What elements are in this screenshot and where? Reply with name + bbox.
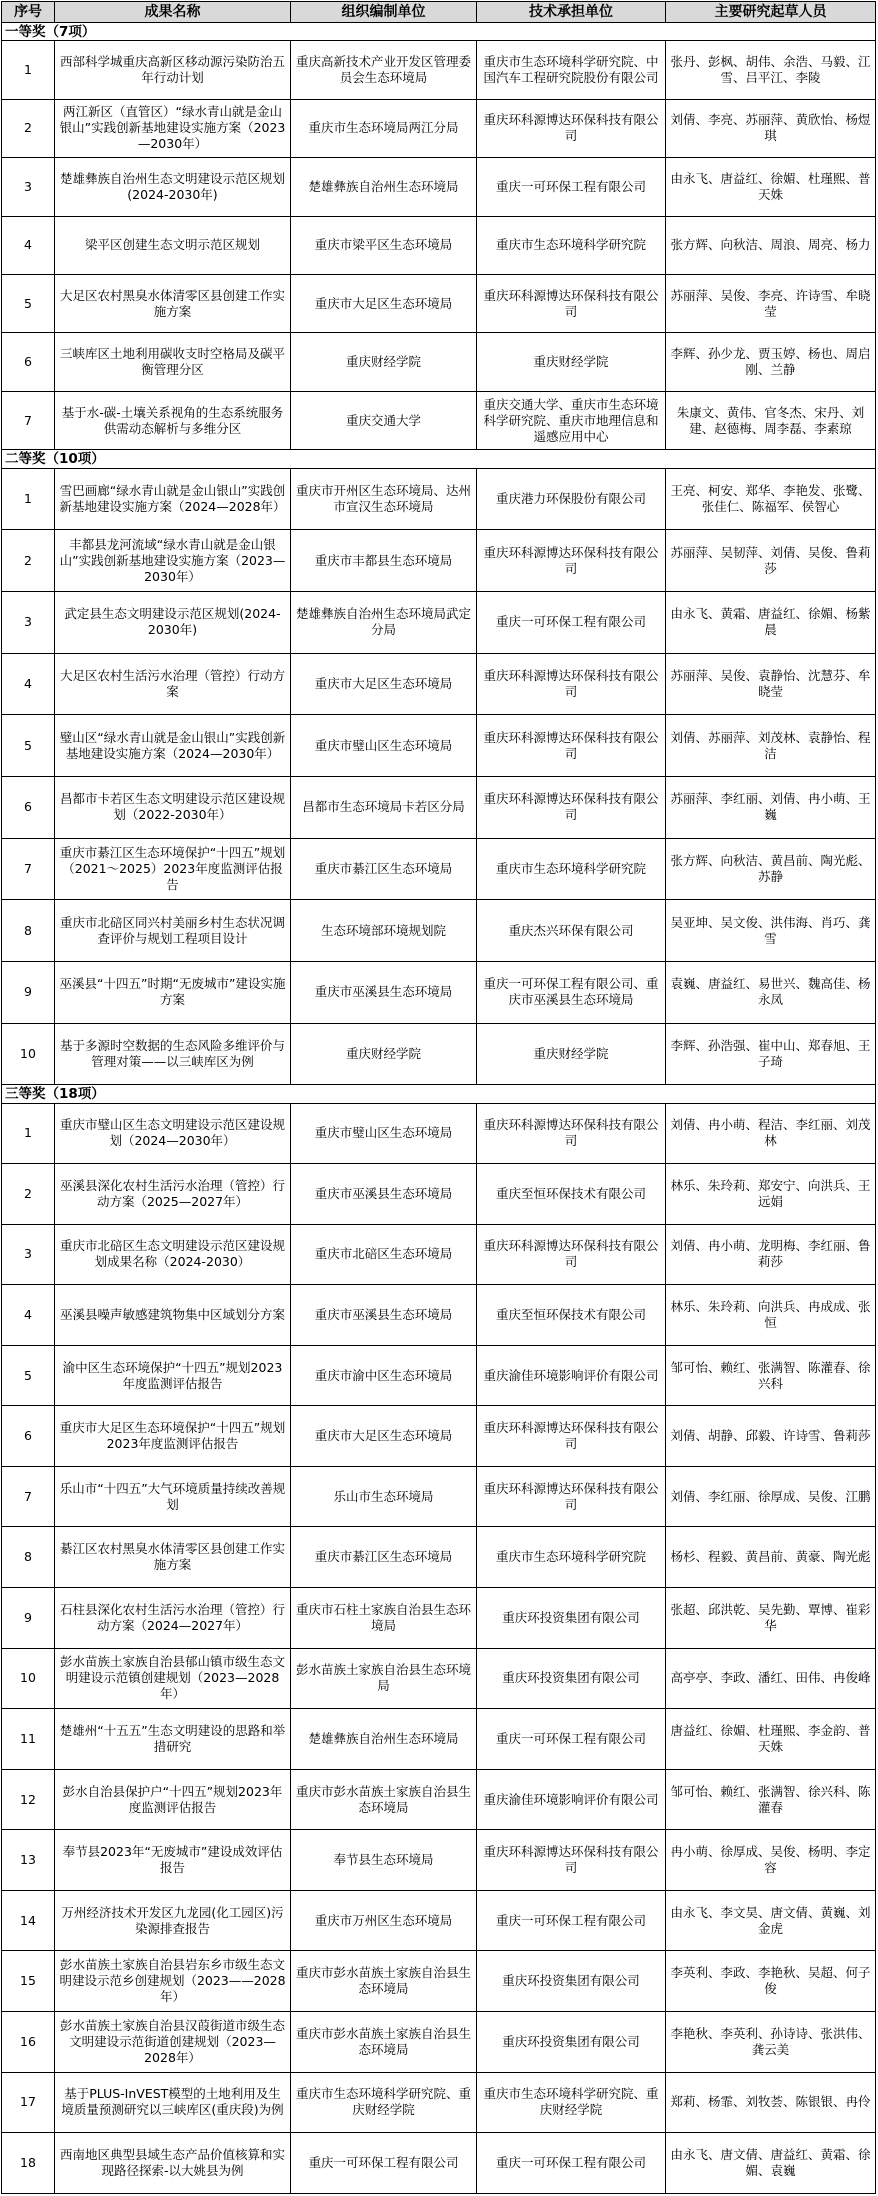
row-tech: 重庆一可环保工程有限公司 bbox=[477, 1890, 666, 1951]
row-org: 重庆市璧山区生态环境局 bbox=[291, 1103, 477, 1164]
table-row bbox=[2, 1164, 876, 1225]
section-header bbox=[2, 450, 876, 468]
row-name: 綦江区农村黑臭水体清零区县创建工作实施方案 bbox=[55, 1527, 291, 1588]
row-index: 16 bbox=[2, 2011, 55, 2072]
row-org: 奉节县生态环境局 bbox=[291, 1830, 477, 1891]
row-authors: 张丹、彭枫、胡伟、余浩、马毅、江雪、吕平江、李陵 bbox=[666, 41, 876, 99]
row-org: 楚雄彝族自治州生态环境局 bbox=[291, 158, 477, 216]
row-tech: 重庆一可环保工程有限公司 bbox=[477, 158, 666, 216]
row-org: 重庆市大足区生态环境局 bbox=[291, 653, 477, 715]
row-tech: 重庆环科源博达环保科技有限公司 bbox=[477, 776, 666, 838]
table-row bbox=[2, 391, 876, 449]
row-authors: 刘倩、冉小萌、龙明梅、李红丽、鲁莉莎 bbox=[666, 1224, 876, 1285]
row-org: 重庆市彭水苗族土家族自治县生态环境局 bbox=[291, 2011, 477, 2072]
table-row bbox=[2, 1588, 876, 1649]
header-name: 成果名称 bbox=[55, 2, 291, 23]
row-index: 4 bbox=[2, 653, 55, 715]
header-authors: 主要研究起草人员 bbox=[666, 2, 876, 23]
row-tech: 重庆环科源博达环保科技有限公司 bbox=[477, 1830, 666, 1891]
row-tech: 重庆交通大学、重庆市生态环境科学研究院、重庆市地理信息和遥感应用中心 bbox=[477, 391, 666, 449]
row-tech: 重庆环投资集团有限公司 bbox=[477, 1588, 666, 1649]
row-index: 8 bbox=[2, 900, 55, 962]
row-tech: 重庆环科源博达环保科技有限公司 bbox=[477, 530, 666, 592]
row-org: 重庆市北碚区生态环境局 bbox=[291, 1224, 477, 1285]
row-index: 9 bbox=[2, 961, 55, 1023]
row-name: 重庆市綦江区生态环境保护“十四五”规划（2021～2025）2023年度监测评估报告 bbox=[55, 838, 291, 900]
row-name: 楚雄州“十五五”生态文明建设的思路和举措研究 bbox=[55, 1709, 291, 1770]
row-tech: 重庆市生态环境科学研究院 bbox=[477, 216, 666, 274]
row-authors: 由永飞、唐益红、徐媚、杜瑾熙、普天姝 bbox=[666, 158, 876, 216]
row-index: 17 bbox=[2, 2072, 55, 2133]
row-org: 重庆市梁平区生态环境局 bbox=[291, 216, 477, 274]
section-title: 三等奖（18项） bbox=[2, 1085, 876, 1103]
row-org: 生态环境部环境规划院 bbox=[291, 900, 477, 962]
row-name: 梁平区创建生态文明示范区规划 bbox=[55, 216, 291, 274]
row-authors: 林乐、朱玲莉、郑安宁、向洪兵、王远娟 bbox=[666, 1164, 876, 1225]
row-tech: 重庆渝佳环境影响评价有限公司 bbox=[477, 1345, 666, 1406]
row-org: 重庆市生态环境局两江分局 bbox=[291, 99, 477, 157]
row-tech: 重庆环科源博达环保科技有限公司 bbox=[477, 1224, 666, 1285]
table-row bbox=[2, 530, 876, 592]
table-row bbox=[2, 2133, 876, 2194]
row-org: 重庆市渝中区生态环境局 bbox=[291, 1345, 477, 1406]
row-authors: 由永飞、李文昊、唐文倩、黄巍、刘金虎 bbox=[666, 1890, 876, 1951]
row-index: 6 bbox=[2, 333, 55, 391]
row-index: 5 bbox=[2, 1345, 55, 1406]
row-authors: 郑莉、杨霏、刘牧荟、陈银银、冉伶 bbox=[666, 2072, 876, 2133]
table-row bbox=[2, 1406, 876, 1467]
row-index: 14 bbox=[2, 1890, 55, 1951]
row-authors: 冉小萌、徐厚成、吴俊、杨明、李定容 bbox=[666, 1830, 876, 1891]
row-authors: 朱康文、黄伟、官冬杰、宋丹、刘建、赵德梅、周李磊、李素琼 bbox=[666, 391, 876, 449]
row-org: 重庆市巫溪县生态环境局 bbox=[291, 1285, 477, 1346]
row-index: 1 bbox=[2, 1103, 55, 1164]
row-authors: 刘倩、苏丽萍、刘茂林、袁静怡、程洁 bbox=[666, 715, 876, 777]
row-tech: 重庆财经学院 bbox=[477, 333, 666, 391]
row-name: 璧山区“绿水青山就是金山银山”实践创新基地建设实施方案（2024—2030年） bbox=[55, 715, 291, 777]
row-org: 重庆高新技术产业开发区管理委员会生态环境局 bbox=[291, 41, 477, 99]
row-authors: 张方辉、向秋洁、周浪、周亮、杨力 bbox=[666, 216, 876, 274]
row-tech: 重庆一可环保工程有限公司、重庆市巫溪县生态环境局 bbox=[477, 961, 666, 1023]
row-tech: 重庆市生态环境科学研究院、重庆财经学院 bbox=[477, 2072, 666, 2133]
table-row bbox=[2, 2011, 876, 2072]
row-name: 巫溪县“十四五”时期“无废城市”建设实施方案 bbox=[55, 961, 291, 1023]
row-authors: 邹可怡、赖红、张满智、陈灌春、徐兴科 bbox=[666, 1345, 876, 1406]
row-name: 乐山市“十四五”大气环境质量持续改善规划 bbox=[55, 1466, 291, 1527]
row-org: 重庆市綦江区生态环境局 bbox=[291, 838, 477, 900]
row-authors: 苏丽萍、李红丽、刘倩、冉小萌、王巍 bbox=[666, 776, 876, 838]
row-name: 武定县生态文明建设示范区规划(2024-2030年) bbox=[55, 591, 291, 653]
row-index: 4 bbox=[2, 1285, 55, 1346]
table-row bbox=[2, 961, 876, 1023]
row-tech: 重庆环科源博达环保科技有限公司 bbox=[477, 653, 666, 715]
row-name: 两江新区（直管区）“绿水青山就是金山银山”实践创新基地建设实施方案（2023—2030年） bbox=[55, 99, 291, 157]
row-authors: 王亮、柯安、郑华、李艳发、张鹭、张佳仁、陈福军、侯智心 bbox=[666, 468, 876, 530]
row-tech: 重庆环投资集团有限公司 bbox=[477, 1951, 666, 2012]
row-authors: 张超、邱洪乾、吴先勤、覃博、崔彩华 bbox=[666, 1588, 876, 1649]
awards-table bbox=[1, 1, 876, 2194]
row-org: 重庆市开州区生态环境局、达州市宣汉生态环境局 bbox=[291, 468, 477, 530]
table-row bbox=[2, 1648, 876, 1709]
row-index: 9 bbox=[2, 1588, 55, 1649]
table-row bbox=[2, 1527, 876, 1588]
row-tech: 重庆杰兴环保有限公司 bbox=[477, 900, 666, 962]
row-org: 重庆市巫溪县生态环境局 bbox=[291, 961, 477, 1023]
row-name: 三峡库区土地利用碳收支时空格局及碳平衡管理分区 bbox=[55, 333, 291, 391]
row-authors: 李辉、孙少龙、贾玉婷、杨也、周启刚、兰静 bbox=[666, 333, 876, 391]
row-index: 8 bbox=[2, 1527, 55, 1588]
row-org: 重庆财经学院 bbox=[291, 333, 477, 391]
row-index: 3 bbox=[2, 158, 55, 216]
table-row bbox=[2, 275, 876, 333]
table-row bbox=[2, 838, 876, 900]
row-name: 重庆市北碚区同兴村美丽乡村生态状况调查评价与规划工程项目设计 bbox=[55, 900, 291, 962]
row-index: 10 bbox=[2, 1023, 55, 1085]
row-authors: 苏丽萍、吴俊、袁静怡、沈慧芬、牟晓莹 bbox=[666, 653, 876, 715]
row-org: 重庆市彭水苗族土家族自治县生态环境局 bbox=[291, 1951, 477, 2012]
row-tech: 重庆至恒环保技术有限公司 bbox=[477, 1164, 666, 1225]
header-row bbox=[2, 2, 876, 23]
row-index: 2 bbox=[2, 530, 55, 592]
table-row bbox=[2, 900, 876, 962]
row-authors: 刘倩、李亮、苏丽萍、黄欣怡、杨煜琪 bbox=[666, 99, 876, 157]
table-row bbox=[2, 1023, 876, 1085]
row-authors: 苏丽萍、吴俊、李亮、许诗雪、牟晓莹 bbox=[666, 275, 876, 333]
row-name: 彭水苗族土家族自治县岩东乡市级生态文明建设示范乡创建规划（2023——2028年） bbox=[55, 1951, 291, 2012]
table-body bbox=[2, 23, 876, 2194]
table-row bbox=[2, 41, 876, 99]
row-index: 7 bbox=[2, 838, 55, 900]
row-name: 万州经济技术开发区九龙园(化工园区)污染源排查报告 bbox=[55, 1890, 291, 1951]
header-tech: 技术承担单位 bbox=[477, 2, 666, 23]
row-name: 大足区农村生活污水治理（管控）行动方案 bbox=[55, 653, 291, 715]
table-row bbox=[2, 1103, 876, 1164]
table-row bbox=[2, 715, 876, 777]
row-authors: 李英利、李政、李艳秋、吴超、何子俊 bbox=[666, 1951, 876, 2012]
table-row bbox=[2, 653, 876, 715]
row-tech: 重庆环科源博达环保科技有限公司 bbox=[477, 1466, 666, 1527]
row-name: 重庆市北碚区生态文明建设示范区建设规划成果名称（2024-2030） bbox=[55, 1224, 291, 1285]
row-authors: 唐益红、徐媚、杜瑾熙、李金韵、普天姝 bbox=[666, 1709, 876, 1770]
row-org: 重庆市大足区生态环境局 bbox=[291, 275, 477, 333]
table-row bbox=[2, 1769, 876, 1830]
row-tech: 重庆一可环保工程有限公司 bbox=[477, 1709, 666, 1770]
row-org: 重庆市生态环境科学研究院、重庆财经学院 bbox=[291, 2072, 477, 2133]
row-index: 6 bbox=[2, 776, 55, 838]
row-org: 重庆交通大学 bbox=[291, 391, 477, 449]
row-index: 1 bbox=[2, 41, 55, 99]
table-row bbox=[2, 591, 876, 653]
row-index: 3 bbox=[2, 591, 55, 653]
row-index: 5 bbox=[2, 715, 55, 777]
row-tech: 重庆渝佳环境影响评价有限公司 bbox=[477, 1769, 666, 1830]
table-row bbox=[2, 158, 876, 216]
row-org: 重庆一可环保工程有限公司 bbox=[291, 2133, 477, 2194]
row-authors: 吴亚坤、吴文俊、洪伟海、肖巧、龚雪 bbox=[666, 900, 876, 962]
row-tech: 重庆市生态环境科学研究院、中国汽车工程研究院股份有限公司 bbox=[477, 41, 666, 99]
row-authors: 李辉、孙浩强、崔中山、郑春旭、王子琦 bbox=[666, 1023, 876, 1085]
row-authors: 杨杉、程毅、黄昌前、黄豪、陶光彪 bbox=[666, 1527, 876, 1588]
row-authors: 张方辉、向秋洁、黄昌前、陶光彪、苏静 bbox=[666, 838, 876, 900]
row-authors: 刘倩、冉小萌、程洁、李红丽、刘茂林 bbox=[666, 1103, 876, 1164]
section-title: 二等奖（10项） bbox=[2, 450, 876, 468]
table-row bbox=[2, 99, 876, 157]
table-row bbox=[2, 1345, 876, 1406]
row-authors: 苏丽萍、吴韧萍、刘倩、吴俊、鲁莉莎 bbox=[666, 530, 876, 592]
row-tech: 重庆环科源博达环保科技有限公司 bbox=[477, 99, 666, 157]
header-org: 组织编制单位 bbox=[291, 2, 477, 23]
row-authors: 邹可怡、赖红、张满智、徐兴科、陈灌春 bbox=[666, 1769, 876, 1830]
row-index: 7 bbox=[2, 1466, 55, 1527]
row-index: 10 bbox=[2, 1648, 55, 1709]
row-name: 彭水苗族土家族自治县郁山镇市级生态文明建设示范镇创建规划（2023—2028年） bbox=[55, 1648, 291, 1709]
row-authors: 刘倩、胡静、邱毅、许诗雪、鲁莉莎 bbox=[666, 1406, 876, 1467]
row-name: 基于PLUS-InVEST模型的土地利用及生境质量预测研究以三峡库区(重庆段)为例 bbox=[55, 2072, 291, 2133]
section-header bbox=[2, 23, 876, 41]
row-index: 2 bbox=[2, 1164, 55, 1225]
row-name: 西南地区典型县域生态产品价值核算和实现路径探索-以大姚县为例 bbox=[55, 2133, 291, 2194]
row-index: 5 bbox=[2, 275, 55, 333]
row-tech: 重庆财经学院 bbox=[477, 1023, 666, 1085]
table-row bbox=[2, 1951, 876, 2012]
row-org: 重庆财经学院 bbox=[291, 1023, 477, 1085]
table-row bbox=[2, 1830, 876, 1891]
row-index: 13 bbox=[2, 1830, 55, 1891]
row-name: 重庆市璧山区生态文明建设示范区建设规划（2024—2030年） bbox=[55, 1103, 291, 1164]
row-index: 1 bbox=[2, 468, 55, 530]
section-header bbox=[2, 1085, 876, 1103]
row-org: 重庆市綦江区生态环境局 bbox=[291, 1527, 477, 1588]
table-row bbox=[2, 1285, 876, 1346]
row-tech: 重庆环科源博达环保科技有限公司 bbox=[477, 715, 666, 777]
row-org: 重庆市万州区生态环境局 bbox=[291, 1890, 477, 1951]
row-name: 楚雄彝族自治州生态文明建设示范区规划(2024-2030年) bbox=[55, 158, 291, 216]
row-name: 巫溪县噪声敏感建筑物集中区域划分方案 bbox=[55, 1285, 291, 1346]
table-row bbox=[2, 333, 876, 391]
row-tech: 重庆环科源博达环保科技有限公司 bbox=[477, 1103, 666, 1164]
row-org: 重庆市璧山区生态环境局 bbox=[291, 715, 477, 777]
row-name: 巫溪县深化农村生活污水治理（管控）行动方案（2025—2027年） bbox=[55, 1164, 291, 1225]
row-tech: 重庆环科源博达环保科技有限公司 bbox=[477, 1406, 666, 1467]
row-name: 石柱县深化农村生活污水治理（管控）行动方案（2024—2027年） bbox=[55, 1588, 291, 1649]
row-authors: 袁巍、唐益红、易世兴、魏高佳、杨永凤 bbox=[666, 961, 876, 1023]
row-authors: 由永飞、唐文倩、唐益红、黄霜、徐媚、袁巍 bbox=[666, 2133, 876, 2194]
row-org: 重庆市巫溪县生态环境局 bbox=[291, 1164, 477, 1225]
row-tech: 重庆环投资集团有限公司 bbox=[477, 2011, 666, 2072]
row-name: 彭水自治县保护户“十四五”规划2023年度监测评估报告 bbox=[55, 1769, 291, 1830]
row-name: 渝中区生态环境保护“十四五”规划2023年度监测评估报告 bbox=[55, 1345, 291, 1406]
row-tech: 重庆一可环保工程有限公司 bbox=[477, 2133, 666, 2194]
row-tech: 重庆环科源博达环保科技有限公司 bbox=[477, 275, 666, 333]
table-row bbox=[2, 776, 876, 838]
row-name: 基于多源时空数据的生态风险多维评价与管理对策——以三峡库区为例 bbox=[55, 1023, 291, 1085]
row-index: 18 bbox=[2, 2133, 55, 2194]
table-row bbox=[2, 2072, 876, 2133]
table-row bbox=[2, 216, 876, 274]
row-tech: 重庆一可环保工程有限公司 bbox=[477, 591, 666, 653]
row-index: 3 bbox=[2, 1224, 55, 1285]
row-org: 乐山市生态环境局 bbox=[291, 1466, 477, 1527]
row-authors: 高亭亭、李政、潘红、田伟、冉俊峰 bbox=[666, 1648, 876, 1709]
row-name: 昌都市卡若区生态文明建设示范区建设规划（2022-2030年） bbox=[55, 776, 291, 838]
row-org: 楚雄彝族自治州生态环境局 bbox=[291, 1709, 477, 1770]
row-index: 4 bbox=[2, 216, 55, 274]
row-authors: 刘倩、李红丽、徐厚成、吴俊、江鹏 bbox=[666, 1466, 876, 1527]
row-org: 昌都市生态环境局卡若区分局 bbox=[291, 776, 477, 838]
row-org: 彭水苗族土家族自治县生态环境局 bbox=[291, 1648, 477, 1709]
row-index: 7 bbox=[2, 391, 55, 449]
row-name: 西部科学城重庆高新区移动源污染防治五年行动计划 bbox=[55, 41, 291, 99]
row-name: 基于水-碳-土壤关系视角的生态系统服务供需动态解析与多维分区 bbox=[55, 391, 291, 449]
row-name: 大足区农村黑臭水体清零区县创建工作实施方案 bbox=[55, 275, 291, 333]
header-index: 序号 bbox=[2, 2, 55, 23]
row-name: 奉节县2023年“无废城市”建设成效评估报告 bbox=[55, 1830, 291, 1891]
row-authors: 林乐、朱玲莉、向洪兵、冉成成、张恒 bbox=[666, 1285, 876, 1346]
row-name: 重庆市大足区生态环境保护“十四五”规划2023年度监测评估报告 bbox=[55, 1406, 291, 1467]
row-index: 15 bbox=[2, 1951, 55, 2012]
table-row bbox=[2, 1890, 876, 1951]
row-org: 重庆市丰都县生态环境局 bbox=[291, 530, 477, 592]
row-index: 6 bbox=[2, 1406, 55, 1467]
row-tech: 重庆市生态环境科学研究院 bbox=[477, 1527, 666, 1588]
row-org: 重庆市大足区生态环境局 bbox=[291, 1406, 477, 1467]
row-org: 重庆市石柱土家族自治县生态环境局 bbox=[291, 1588, 477, 1649]
row-name: 雪巴画廊“绿水青山就是金山银山”实践创新基地建设实施方案（2024—2028年） bbox=[55, 468, 291, 530]
row-index: 11 bbox=[2, 1709, 55, 1770]
row-org: 重庆市彭水苗族土家族自治县生态环境局 bbox=[291, 1769, 477, 1830]
table-row bbox=[2, 1709, 876, 1770]
row-tech: 重庆市生态环境科学研究院 bbox=[477, 838, 666, 900]
row-tech: 重庆环投资集团有限公司 bbox=[477, 1648, 666, 1709]
row-name: 彭水苗族土家族自治县汉葭街道市级生态文明建设示范街道创建规划（2023—2028年） bbox=[55, 2011, 291, 2072]
table-row bbox=[2, 468, 876, 530]
row-index: 12 bbox=[2, 1769, 55, 1830]
row-org: 楚雄彝族自治州生态环境局武定分局 bbox=[291, 591, 477, 653]
row-authors: 由永飞、黄霜、唐益红、徐媚、杨紫晨 bbox=[666, 591, 876, 653]
section-title: 一等奖（7项） bbox=[2, 23, 876, 41]
row-authors: 李艳秋、李英利、孙诗诗、张洪伟、龚云美 bbox=[666, 2011, 876, 2072]
table-row bbox=[2, 1466, 876, 1527]
table-row bbox=[2, 1224, 876, 1285]
row-name: 丰都县龙河流域“绿水青山就是金山银山”实践创新基地建设实施方案（2023—2030年） bbox=[55, 530, 291, 592]
row-tech: 重庆港力环保股份有限公司 bbox=[477, 468, 666, 530]
row-tech: 重庆至恒环保技术有限公司 bbox=[477, 1285, 666, 1346]
row-index: 2 bbox=[2, 99, 55, 157]
